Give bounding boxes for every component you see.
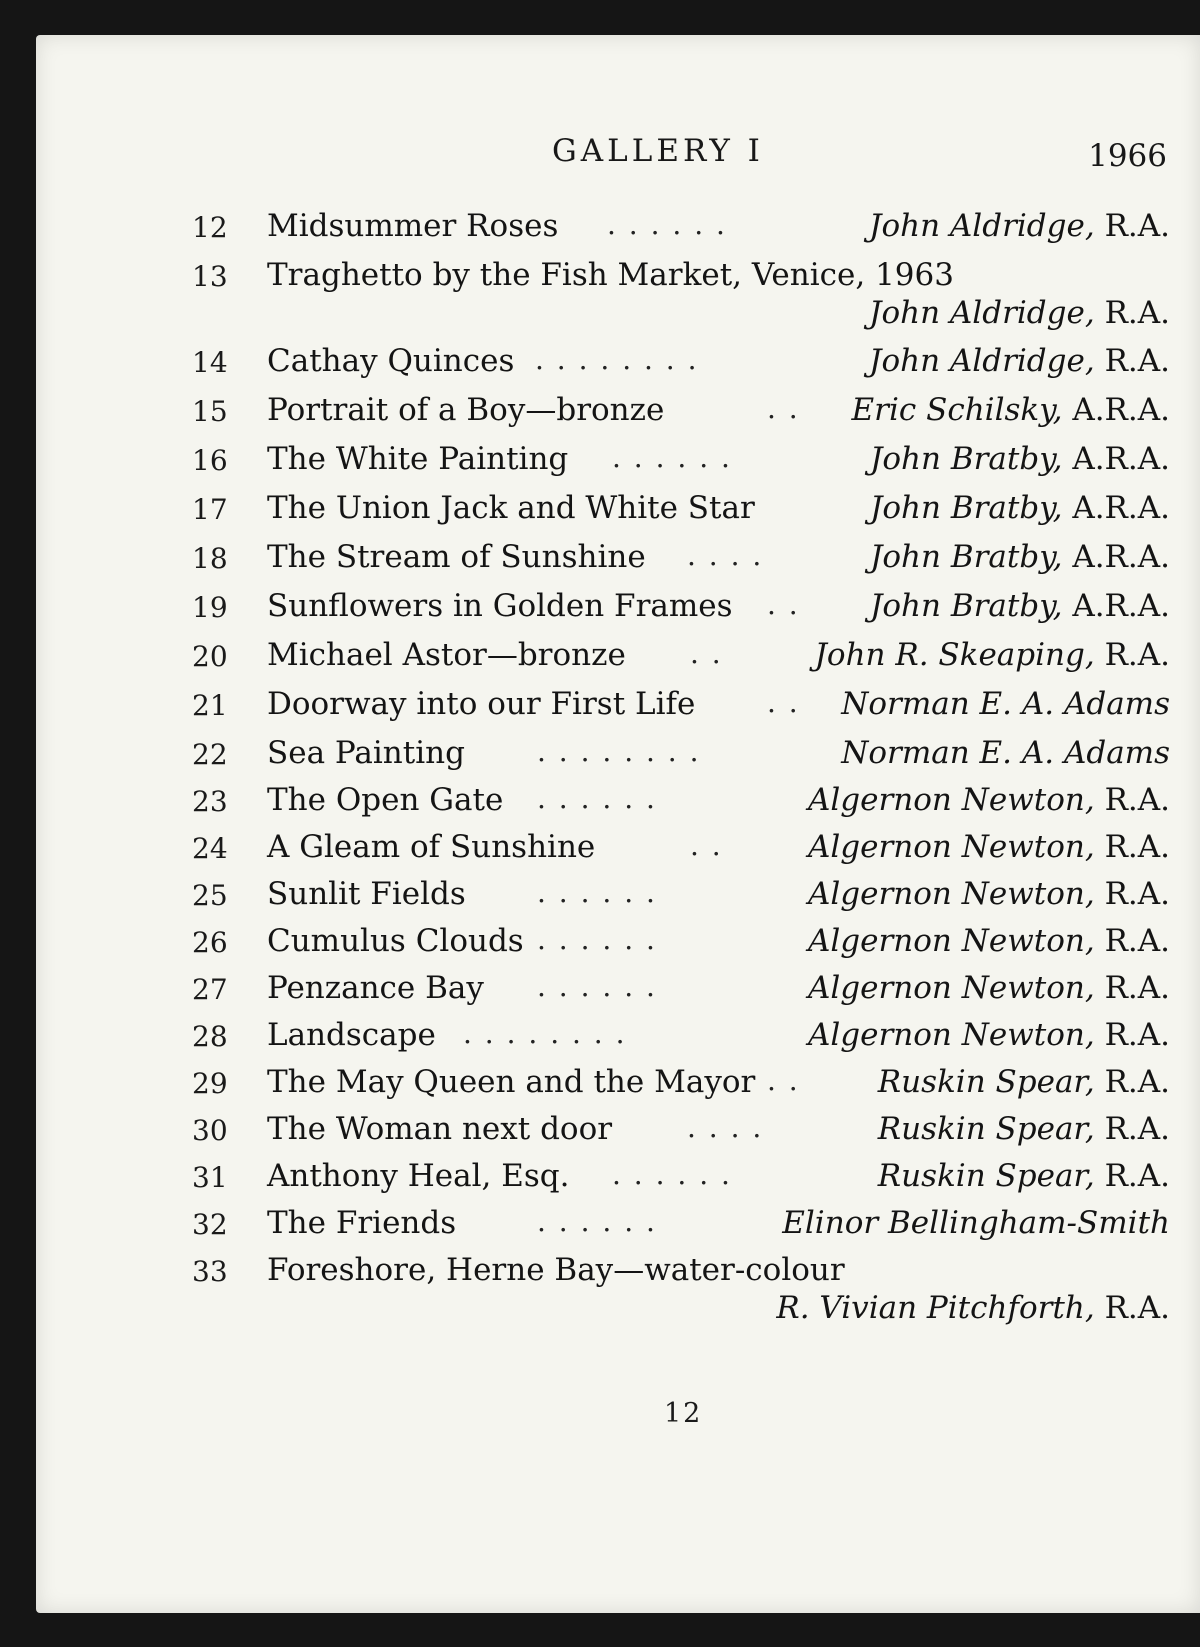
artist-honour: A.R.A.: [1072, 441, 1170, 477]
entry-artist: [870, 490, 1170, 526]
gallery-title: GALLERY I: [552, 133, 764, 169]
entry-number: 30: [192, 1114, 228, 1147]
artist-honour: R.A.: [1104, 295, 1170, 331]
artist-honour: R.A.: [1104, 343, 1170, 379]
artist-honour: R.A.: [1104, 208, 1170, 244]
artist-name: Algernon Newton,: [807, 829, 1095, 865]
leader-dots: . .: [690, 829, 723, 862]
leader-dots: . . . . . .: [537, 782, 657, 815]
entry-artist: [869, 295, 1170, 331]
artist-honour: R.A.: [1104, 1111, 1170, 1147]
artist-honour: R.A.: [1104, 970, 1170, 1006]
artist-name: John Bratby,: [869, 490, 1063, 526]
entry-number: 28: [192, 1020, 228, 1053]
artist-honour: A.R.A.: [1072, 539, 1170, 575]
entry-number: 14: [192, 346, 228, 379]
catalogue-year: 1966: [1088, 138, 1167, 174]
entry-number: 31: [192, 1161, 228, 1194]
leader-dots: . . . . . .: [537, 1205, 657, 1238]
entry-artist: [808, 1017, 1170, 1053]
artist-honour: A.R.A.: [1072, 588, 1170, 624]
entry-number: 21: [192, 689, 228, 722]
entry-number: 27: [192, 973, 228, 1006]
entry-artist: [869, 208, 1170, 244]
leader-dots: . . . . . .: [537, 970, 657, 1003]
leader-dots: . . . . . .: [537, 923, 657, 956]
entry-number: 23: [192, 785, 228, 818]
entry-title: The Open Gate: [267, 782, 504, 818]
artist-honour: R.A.: [1104, 1290, 1170, 1326]
entry-artist: [782, 1205, 1170, 1241]
artist-honour: R.A.: [1104, 1017, 1170, 1053]
artist-name: John Aldridge,: [869, 295, 1095, 331]
artist-name: Norman E. A. Adams: [841, 686, 1170, 722]
artist-name: Eric Schilsky,: [851, 392, 1063, 428]
entry-number: 25: [192, 879, 228, 912]
entry-artist: [878, 1111, 1170, 1147]
entry-title: Portrait of a Boy—bronze: [267, 392, 665, 428]
artist-name: Elinor Bellingham-Smith: [782, 1205, 1170, 1241]
entry-artist: [808, 829, 1170, 865]
leader-dots: . .: [767, 1064, 800, 1097]
leader-dots: . . . .: [687, 1111, 764, 1144]
entry-artist: [870, 539, 1170, 575]
leader-dots: . . . . . .: [607, 208, 727, 241]
artist-honour: R.A.: [1104, 1158, 1170, 1194]
artist-name: Algernon Newton,: [807, 1017, 1095, 1053]
artist-honour: R.A.: [1104, 782, 1170, 818]
entry-number: 33: [192, 1255, 228, 1288]
entry-title: The White Painting: [267, 441, 569, 477]
leader-dots: . . . .: [687, 539, 764, 572]
entry-artist: [808, 970, 1170, 1006]
entry-number: 20: [192, 640, 228, 673]
page-number: 12: [664, 1398, 703, 1429]
artist-honour: R.A.: [1104, 637, 1170, 673]
entry-title: Anthony Heal, Esq.: [267, 1158, 570, 1194]
artist-name: Norman E. A. Adams: [841, 735, 1170, 771]
entry-artist: [815, 637, 1171, 673]
artist-name: John Aldridge,: [869, 208, 1095, 244]
entry-artist: [878, 1064, 1170, 1100]
entry-artist: [870, 441, 1170, 477]
artist-honour: R.A.: [1104, 923, 1170, 959]
artist-honour: A.R.A.: [1072, 392, 1170, 428]
leader-dots: . . . . . . . .: [535, 343, 699, 376]
entry-title: Doorway into our First Life: [267, 686, 696, 722]
entry-artist: [869, 343, 1170, 379]
entry-artist: [808, 782, 1170, 818]
artist-name: Algernon Newton,: [807, 876, 1095, 912]
artist-name: Ruskin Spear,: [877, 1111, 1095, 1147]
entry-artist: [808, 923, 1170, 959]
entry-artist: [776, 1290, 1170, 1326]
artist-name: John R. Skeaping,: [814, 637, 1095, 673]
entry-title: The Woman next door: [267, 1111, 613, 1147]
entry-title: Traghetto by the Fish Market, Venice, 1963: [267, 257, 954, 293]
entry-number: 12: [192, 211, 228, 244]
artist-name: Algernon Newton,: [807, 970, 1095, 1006]
entry-title: Sunlit Fields: [267, 876, 466, 912]
entry-artist: [841, 735, 1170, 771]
entry-title: Michael Astor—bronze: [267, 637, 626, 673]
entry-title: The Stream of Sunshine: [267, 539, 646, 575]
entry-title: The May Queen and the Mayor: [267, 1064, 756, 1100]
entry-title: Landscape: [267, 1017, 436, 1053]
entry-number: 26: [192, 926, 228, 959]
entry-number: 15: [192, 395, 228, 428]
entry-title: Sunflowers in Golden Frames: [267, 588, 733, 624]
artist-honour: R.A.: [1104, 1064, 1170, 1100]
entry-number: 19: [192, 591, 228, 624]
entry-artist: [870, 588, 1170, 624]
artist-name: Ruskin Spear,: [877, 1064, 1095, 1100]
entry-number: 13: [192, 260, 228, 293]
entry-title: A Gleam of Sunshine: [267, 829, 596, 865]
artist-name: Algernon Newton,: [807, 923, 1095, 959]
artist-name: Algernon Newton,: [807, 782, 1095, 818]
entry-number: 29: [192, 1067, 228, 1100]
entry-number: 24: [192, 832, 228, 865]
leader-dots: . . . . . . . .: [463, 1017, 627, 1050]
leader-dots: . . . . . .: [612, 1158, 732, 1191]
entry-number: 32: [192, 1208, 228, 1241]
leader-dots: . .: [767, 588, 800, 621]
entry-title: Cumulus Clouds: [267, 923, 524, 959]
entry-artist: [852, 392, 1170, 428]
entry-title: Cathay Quinces: [267, 343, 515, 379]
entry-title: The Union Jack and White Star: [267, 490, 755, 526]
entry-title: Penzance Bay: [267, 970, 484, 1006]
entry-title: Sea Painting: [267, 735, 465, 771]
artist-name: John Bratby,: [869, 539, 1063, 575]
entry-number: 16: [192, 444, 228, 477]
entry-title: The Friends: [267, 1205, 457, 1241]
leader-dots: . . . . . .: [537, 876, 657, 909]
entry-number: 17: [192, 493, 228, 526]
artist-honour: R.A.: [1104, 876, 1170, 912]
entry-artist: [878, 1158, 1170, 1194]
artist-honour: R.A.: [1104, 829, 1170, 865]
entry-artist: [841, 686, 1170, 722]
leader-dots: . .: [767, 686, 800, 719]
entry-number: 22: [192, 738, 228, 771]
artist-name: R. Vivian Pitchforth,: [776, 1290, 1095, 1326]
entry-number: 18: [192, 542, 228, 575]
leader-dots: . .: [767, 392, 800, 425]
artist-name: John Aldridge,: [869, 343, 1095, 379]
artist-name: John Bratby,: [869, 588, 1063, 624]
artist-name: John Bratby,: [869, 441, 1063, 477]
entry-artist: [808, 876, 1170, 912]
entry-title: Midsummer Roses: [267, 208, 559, 244]
artist-name: Ruskin Spear,: [877, 1158, 1095, 1194]
leader-dots: . .: [690, 637, 723, 670]
entry-title: Foreshore, Herne Bay—water-colour: [267, 1252, 845, 1288]
leader-dots: . . . . . .: [612, 441, 732, 474]
leader-dots: . . . . . . . .: [537, 735, 701, 768]
artist-honour: A.R.A.: [1072, 490, 1170, 526]
